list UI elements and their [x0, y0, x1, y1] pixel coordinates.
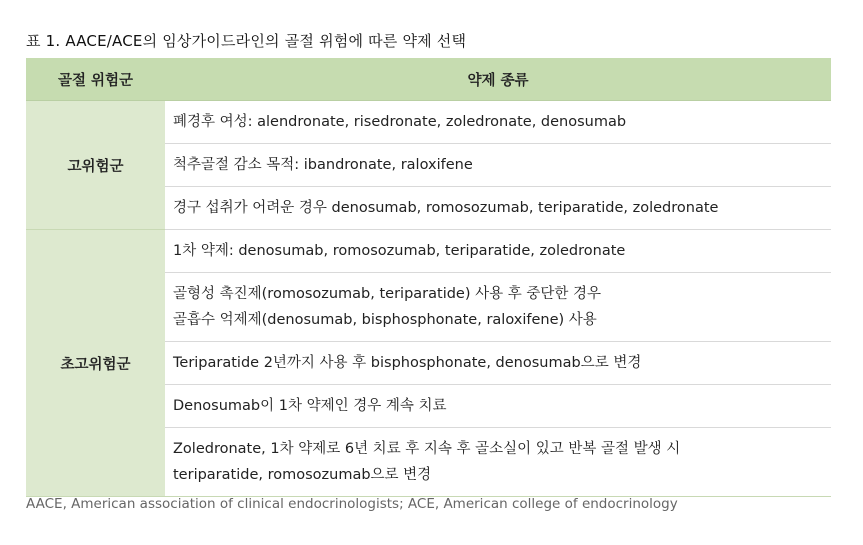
- table-cell: 경구 섭취가 어려운 경우 denosumab, romosozumab, teriparatide, zoledronate: [165, 187, 831, 230]
- table-cell: [165, 428, 831, 497]
- header-risk-group: 골절 위험군: [26, 58, 165, 101]
- table-row: [26, 230, 831, 273]
- table-header-row: [26, 58, 831, 101]
- table-cell: 폐경후 여성: alendronate, risedronate, zoledronate, denosumab: [165, 101, 831, 144]
- cell-line: 골흡수 억제제(denosumab, bisphosphonate, raloxifene) 사용: [173, 312, 597, 328]
- table-caption: 표 1. AACE/ACE의 임상가이드라인의 골절 위험에 따른 약제 선택: [26, 32, 467, 50]
- cell-line: 골형성 촉진제(romosozumab, teriparatide) 사용 후 중단한 경우: [173, 286, 601, 302]
- table-row: [26, 101, 831, 144]
- group-label-very-high-risk: 초고위험군: [26, 230, 165, 497]
- group-label-high-risk: 고위험군: [26, 101, 165, 230]
- header-drug-type: 약제 종류: [165, 58, 831, 101]
- table-cell: [165, 273, 831, 342]
- table-footnote: AACE, American association of clinical endocrinologists; ACE, American college of endocrinology: [26, 496, 678, 512]
- cell-line: Zoledronate, 1차 약제로 6년 치료 후 지속 후 골소실이 있고 반복 골절 발생 시: [173, 441, 681, 457]
- table-cell: Denosumab이 1차 약제인 경우 계속 치료: [165, 385, 831, 428]
- drug-selection-table: [26, 58, 831, 497]
- table-cell: Teriparatide 2년까지 사용 후 bisphosphonate, denosumab으로 변경: [165, 342, 831, 385]
- cell-line: teriparatide, romosozumab으로 변경: [173, 467, 432, 483]
- table-cell: 척추골절 감소 목적: ibandronate, raloxifene: [165, 144, 831, 187]
- table-cell: 1차 약제: denosumab, romosozumab, teriparatide, zoledronate: [165, 230, 831, 273]
